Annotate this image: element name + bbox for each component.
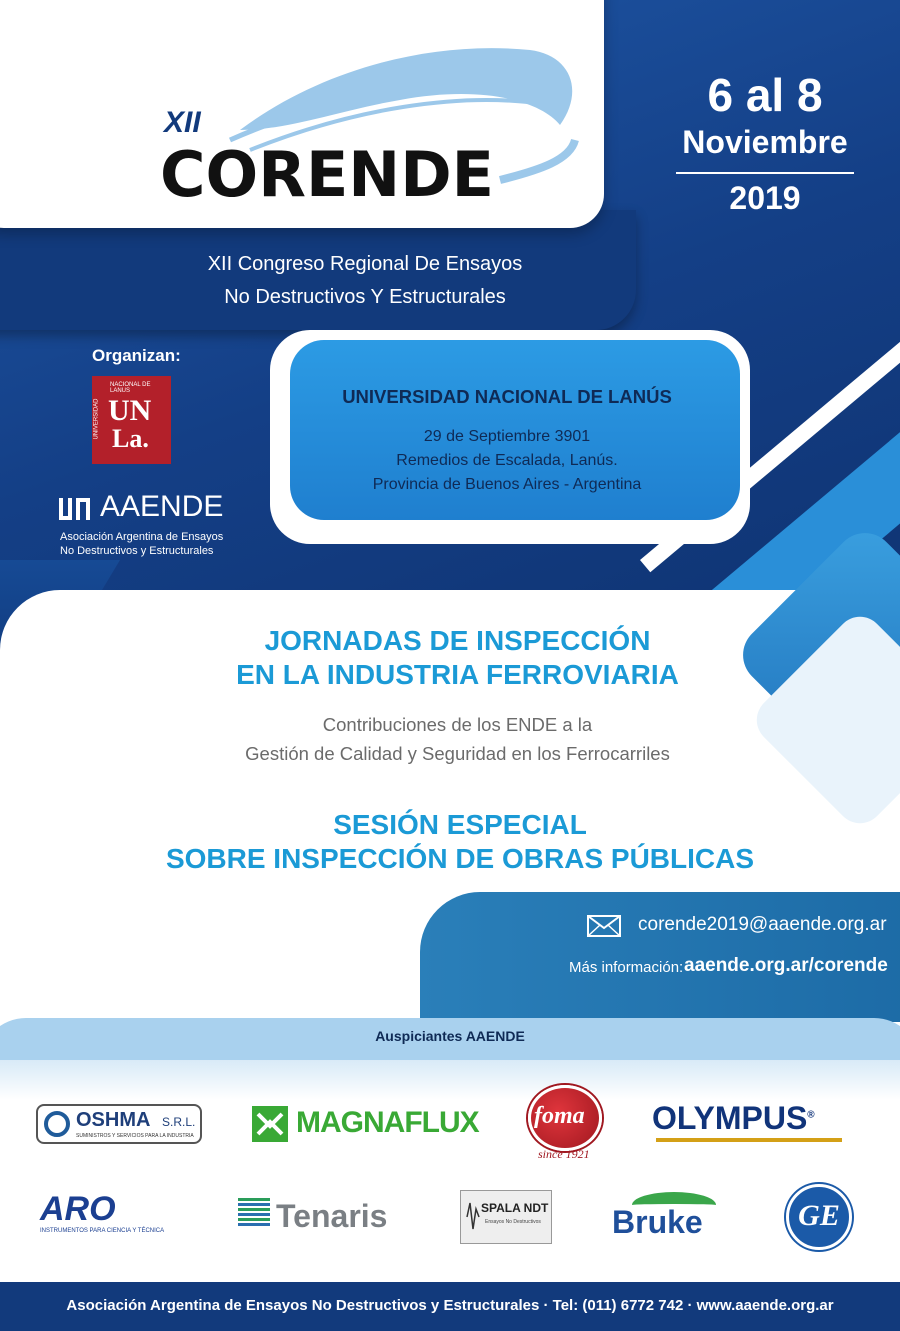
magnaflux-mark-icon (252, 1106, 288, 1142)
oshma-name: OSHMA (76, 1109, 151, 1131)
sponsors-band-fade (0, 1060, 900, 1100)
event-subtitle (150, 248, 580, 314)
footer-text: Asociación Argentina de Ensayos No Destructivos y Estructurales · Tel: (011) 6772 742 · www.aaende.org.ar (66, 1297, 834, 1314)
aaende-name: AAENDE (100, 490, 224, 523)
venue-address-line-3: Provincia de Buenos Aires - Argentina (372, 476, 642, 493)
unla-side-text: UNIVERSIDAD (93, 398, 100, 440)
aro-tagline: INSTRUMENTOS PARA CIENCIA Y TÉCNICA (40, 1228, 165, 1234)
venue-address-line-2: Remedios de Escalada, Lanús. (396, 452, 618, 469)
envelope-icon (587, 915, 621, 937)
venue-name: UNIVERSIDAD NACIONAL DE LANÚS (342, 386, 672, 407)
magnaflux-logo (252, 1104, 479, 1144)
oshma-ring-icon (44, 1111, 70, 1137)
magnaflux-name: MAGNAFLUX (296, 1106, 479, 1139)
aro-logo (40, 1190, 180, 1238)
tenaris-name: Tenaris (276, 1198, 388, 1234)
sesion-line-2: SOBRE INSPECCIÓN DE OBRAS PÚBLICAS (165, 843, 755, 874)
venue-address (300, 425, 714, 497)
aaende-desc-line-2: No Destructivos y Estructurales (60, 545, 214, 557)
event-title: CORENDE (160, 138, 495, 211)
aaende-desc-line-1: Asociación Argentina de Ensayos (60, 531, 224, 543)
sponsors-title: Auspiciantes AAENDE (375, 1028, 525, 1044)
unla-logo (92, 376, 171, 464)
olympus-underline (656, 1138, 842, 1142)
aaende-description (60, 530, 223, 558)
tenaris-logo (238, 1196, 402, 1240)
contrib-line-2: Gestión de Calidad y Seguridad en los Ferrocarriles (245, 743, 670, 764)
more-info-label: Más información: (569, 959, 684, 976)
spala-wave-icon (465, 1199, 481, 1235)
foma-since: since 1921 (538, 1147, 590, 1161)
oshma-tagline: SUMINISTROS Y SERVICIOS PARA LA INDUSTRIA (76, 1133, 194, 1139)
unla-top-text: NACIONAL DE LANUS (110, 382, 151, 394)
spala-name: SPALA NDT (481, 1201, 549, 1215)
ge-logo (786, 1184, 852, 1250)
jornadas-line-1: JORNADAS DE INSPECCIÓN (264, 625, 651, 656)
unla-la: La. (112, 424, 149, 453)
event-year: 2019 (729, 180, 801, 216)
more-info-link[interactable]: aaende.org.ar/corende (684, 955, 888, 976)
tenaris-stripes-icon (238, 1198, 270, 1228)
contrib-line-1: Contribuciones de los ENDE a la (322, 714, 593, 735)
olympus-registered-mark: ® (807, 1109, 815, 1121)
olympus-logo (652, 1100, 854, 1144)
edition-label: XII (164, 106, 201, 139)
aaende-mark-icon (58, 494, 92, 524)
jornadas-line-2: EN LA INDUSTRIA FERROVIARIA (236, 659, 679, 690)
jornadas-heading (130, 624, 785, 692)
oshma-suffix: S.R.L. (162, 1115, 196, 1129)
organizers-label: Organizan: (92, 346, 181, 365)
unla-un: UN (108, 394, 152, 427)
bruke-logo (612, 1190, 724, 1242)
contributions-text (150, 710, 765, 768)
spala-tagline: Ensayos No Destructivos (485, 1219, 541, 1225)
subtitle-line-1: XII Congreso Regional De Ensayos (207, 253, 523, 275)
event-days: 6 al 8 (707, 69, 823, 121)
date-divider (676, 172, 854, 174)
aro-name: ARO (40, 1190, 116, 1228)
olympus-wordmark: OLYMPUS (652, 1100, 808, 1136)
olympus-name (652, 1100, 815, 1137)
contact-email-link[interactable]: corende2019@aaende.org.ar (638, 914, 887, 935)
foma-logo (528, 1085, 602, 1163)
spala-ndt-logo (460, 1190, 552, 1244)
event-month: Noviembre (682, 124, 848, 160)
bruke-name: Bruke (612, 1204, 703, 1240)
ge-monogram: GE (798, 1199, 840, 1232)
aaende-logo (58, 490, 224, 557)
special-session-heading (130, 808, 790, 876)
oshma-logo (36, 1104, 202, 1144)
foma-name: foma (534, 1103, 585, 1129)
subtitle-line-2: No Destructivos Y Estructurales (224, 286, 506, 308)
sesion-line-1: SESIÓN ESPECIAL (333, 809, 587, 840)
venue-address-line-1: 29 de Septiembre 3901 (423, 428, 591, 445)
